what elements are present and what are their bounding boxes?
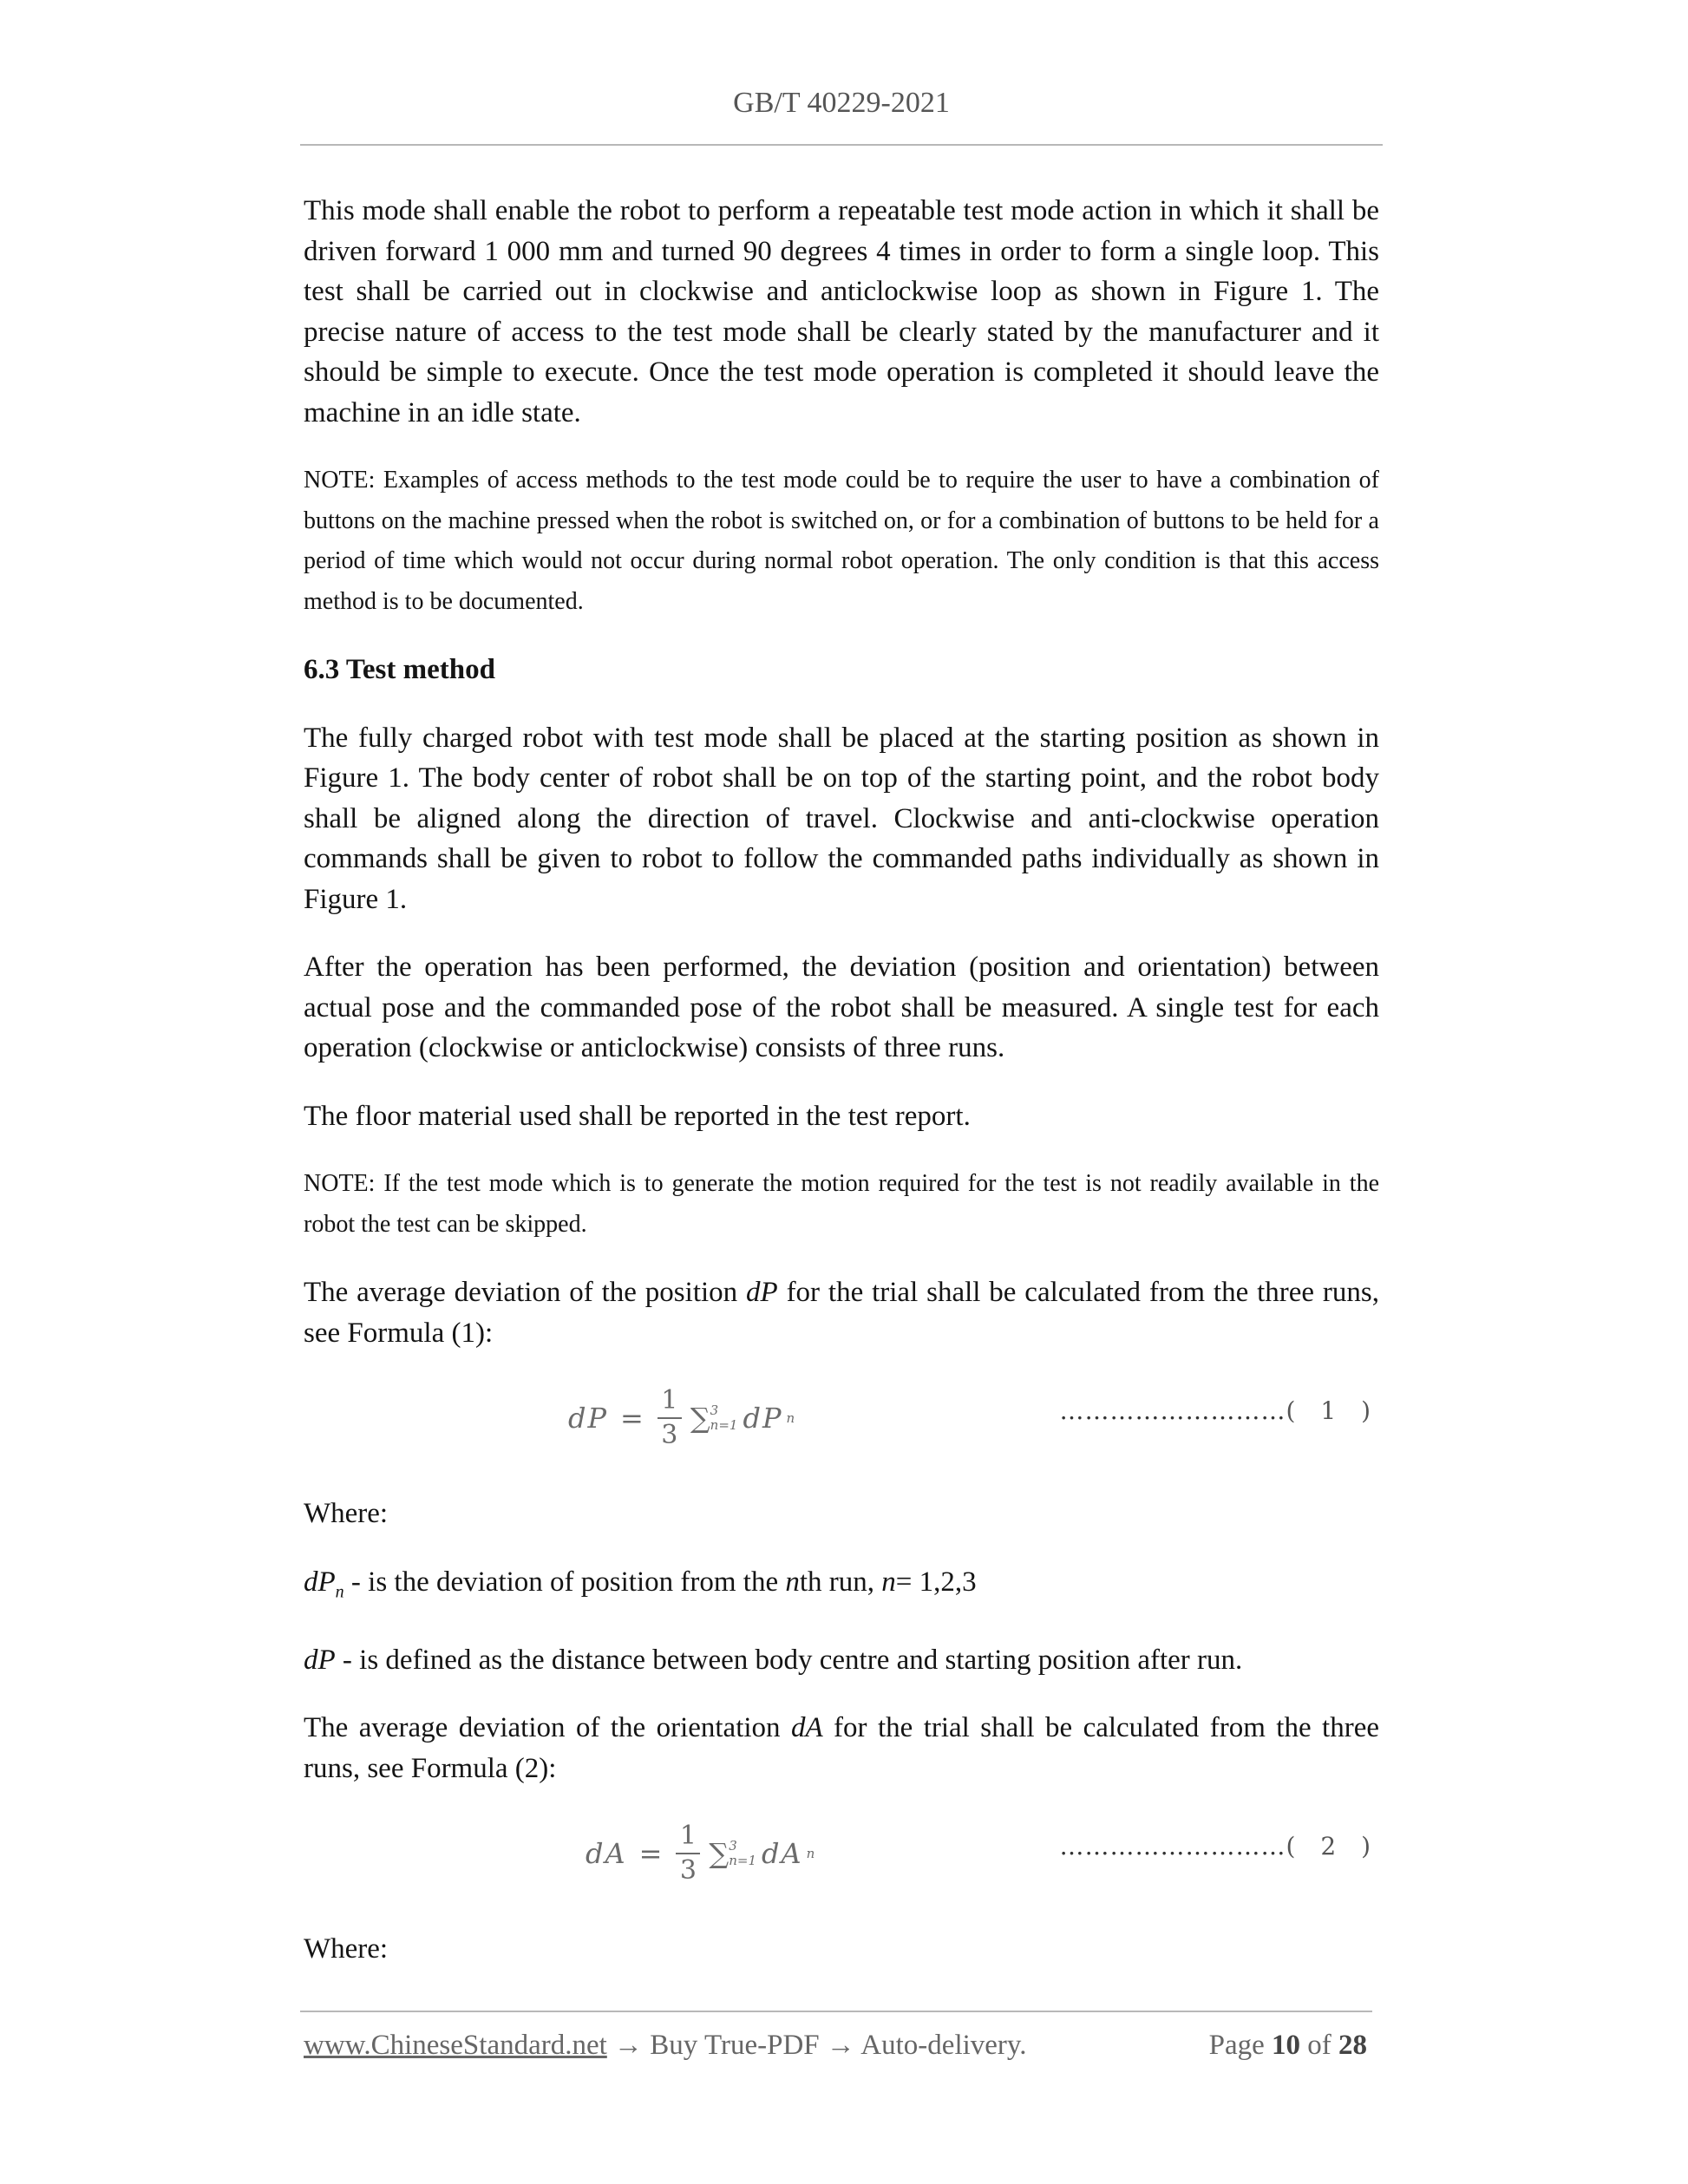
- formula-1-number: [1060, 1396, 1379, 1425]
- fraction: [676, 1820, 700, 1887]
- formula-1: [304, 1370, 1379, 1475]
- note-access-methods: NOTE: Examples of access methods to the test mode could be to require the user to have a combination of buttons on the machine pressed when the robot is switched on, or for a combination of buttons to be held for a period of time which would not occur during normal robot operation. The only condition is that this access method is to be documented.: [304, 467, 1379, 615]
- formula-2-label: ( 2 ): [1286, 1832, 1379, 1861]
- variable: dP: [304, 1644, 336, 1676]
- sum-lower: n=1: [729, 1853, 757, 1869]
- equals-sign: =: [620, 1402, 644, 1435]
- formula-2: [304, 1806, 1379, 1910]
- fraction-denominator: 3: [679, 1854, 697, 1886]
- variable: dP: [746, 1277, 778, 1308]
- subscript: n: [335, 1582, 344, 1602]
- footer-divider: [300, 2011, 1372, 2012]
- text: - is defined as the distance between body centre and starting position after run.: [335, 1644, 1243, 1676]
- formula-2-subscript: n: [806, 1846, 815, 1862]
- page-label: Page: [1208, 2030, 1272, 2061]
- sum-upper: 3: [710, 1403, 719, 1418]
- formula-1-term: dP: [743, 1402, 783, 1435]
- variable: dP: [304, 1566, 336, 1598]
- sum-limits: [710, 1403, 738, 1433]
- formula-1-subscript: n: [786, 1410, 795, 1426]
- of-label: of: [1300, 2030, 1338, 2061]
- text: for the trial shall be calculated from the three runs, see Formula (1):: [304, 1277, 1379, 1349]
- equals-sign: =: [638, 1837, 663, 1871]
- sum-upper: 3: [729, 1838, 737, 1854]
- paragraph-floor-material: The floor material used shall be reported in the test report.: [304, 1100, 971, 1132]
- where-label: Where:: [304, 1498, 389, 1529]
- page-indicator: [1209, 2030, 1367, 2062]
- variable: n: [881, 1566, 896, 1598]
- text: = 1,2,3: [895, 1566, 977, 1598]
- header-divider: [300, 144, 1383, 146]
- formula-1-lhs: dP: [568, 1402, 609, 1435]
- paragraph-test-mode: This mode shall enable the robot to perform a repeatable test mode action in which it shall be driven forward 1 000 mm and turned 90 degrees 4 times in order to form a single loop. This test shall be carried out in clockwise and anticlockwise loop as shown in Figure 1. The precise nature of access to the test mode shall be clearly stated by the manufacturer and it should be simple to execute. Once the test mode operation is completed it should leave the machine in an idle state.: [304, 195, 1379, 428]
- formula-2-number: [1060, 1832, 1379, 1860]
- sum-limits: [729, 1839, 756, 1868]
- sum-symbol: ∑: [709, 1837, 730, 1871]
- sum-lower: n=1: [710, 1417, 738, 1433]
- section-heading: 6.3 Test method: [304, 654, 495, 685]
- page-header: GB/T 40229-2021: [733, 87, 950, 119]
- paragraph-placement: The fully charged robot with test mode shall be placed at the starting position as shown in Figure 1. The body center of robot shall be on top of the starting point, and the robot body shall be aligned along the direction of travel. Clockwise and anti-clockwise operation commands shall be given to robot to follow the commanded paths individually as shown in Figure 1.: [304, 722, 1379, 915]
- text: The average deviation of the position: [304, 1277, 747, 1308]
- leader-dots: ………………………: [1059, 1832, 1286, 1861]
- leader-dots: ………………………: [1059, 1396, 1286, 1425]
- formula-1-label: ( 1 ): [1286, 1396, 1379, 1425]
- text: - is the deviation of position from the: [343, 1566, 786, 1598]
- definition-dp: [304, 1640, 1379, 1681]
- formula-1-expression: [568, 1370, 795, 1466]
- paragraph-deviation: After the operation has been performed, the deviation (position and orientation) between actual pose and the commanded pose of the robot shall be measured. A single test for each operation (clockwise or anticlockwise) consists of three runs.: [304, 951, 1379, 1063]
- website-link[interactable]: www.ChineseStandard.net: [304, 2030, 607, 2061]
- fraction: [658, 1384, 682, 1452]
- variable: dA: [790, 1712, 823, 1744]
- text: The average deviation of the orientation: [304, 1712, 791, 1744]
- page-content: [304, 191, 1379, 1998]
- where-label: Where:: [304, 1933, 389, 1965]
- variable: n: [785, 1566, 800, 1598]
- note-skip-test: NOTE: If the test mode which is to generate the motion required for the test is not readily available in the robot the test can be skipped.: [304, 1170, 1379, 1238]
- text: for the trial shall be calculated from the three runs, see Formula (2):: [304, 1712, 1379, 1784]
- paragraph-position-formula-intro: [304, 1272, 1379, 1353]
- formula-2-expression: [586, 1806, 815, 1901]
- page-total: 28: [1338, 2030, 1367, 2061]
- formula-2-term: dA: [762, 1837, 803, 1871]
- text: th run,: [799, 1566, 882, 1598]
- sum-symbol: ∑: [690, 1402, 710, 1435]
- fraction-denominator: 3: [661, 1419, 678, 1450]
- footer-promo: → Buy True-PDF → Auto-delivery.: [606, 2030, 1027, 2061]
- paragraph-orientation-formula-intro: [304, 1708, 1379, 1788]
- fraction-numerator: 1: [661, 1385, 678, 1416]
- page-footer: [304, 2030, 1372, 2062]
- definition-dpn: [304, 1562, 1379, 1612]
- fraction-numerator: 1: [679, 1821, 697, 1852]
- formula-2-lhs: dA: [586, 1837, 627, 1871]
- page-number: 10: [1272, 2030, 1300, 2061]
